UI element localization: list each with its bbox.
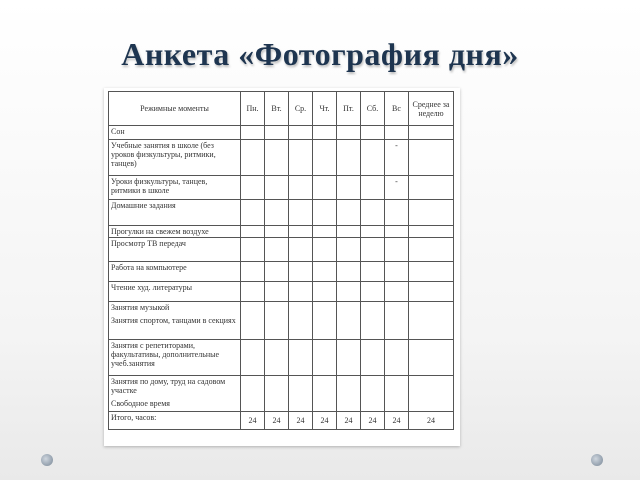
day-cell[interactable] (337, 376, 361, 412)
table-row (109, 262, 454, 282)
day-cell[interactable] (337, 302, 361, 340)
row-label (109, 226, 241, 238)
day-cell[interactable] (289, 126, 313, 140)
day-cell[interactable] (313, 262, 337, 282)
table-row (109, 340, 454, 376)
day-cell[interactable] (337, 126, 361, 140)
day-cell[interactable] (337, 176, 361, 200)
table-row (109, 238, 454, 262)
day-cell[interactable] (385, 200, 409, 226)
day-cell[interactable] (241, 282, 265, 302)
slide-decoration-dot-left (41, 454, 53, 466)
day-cell[interactable] (361, 302, 385, 340)
day-cell[interactable] (289, 262, 313, 282)
average-cell[interactable] (409, 176, 454, 200)
day-cell[interactable] (289, 282, 313, 302)
day-cell[interactable] (241, 262, 265, 282)
day-cell[interactable] (241, 226, 265, 238)
table-row (109, 226, 454, 238)
total-value: 24 (265, 412, 289, 430)
day-cell[interactable] (313, 200, 337, 226)
average-cell[interactable] (409, 140, 454, 176)
table-row (109, 376, 454, 412)
day-cell[interactable] (289, 376, 313, 412)
row-label (109, 340, 241, 376)
row-label (109, 140, 241, 176)
table-row (109, 140, 454, 176)
day-cell[interactable] (241, 376, 265, 412)
day-cell[interactable] (361, 140, 385, 176)
day-cell[interactable] (361, 262, 385, 282)
day-cell[interactable] (265, 376, 289, 412)
day-cell[interactable] (385, 376, 409, 412)
day-cell[interactable] (361, 126, 385, 140)
day-cell[interactable] (289, 226, 313, 238)
day-cell[interactable] (337, 282, 361, 302)
header-day-wed: Ср. (289, 92, 313, 126)
day-cell[interactable] (241, 176, 265, 200)
average-cell[interactable] (409, 262, 454, 282)
total-value-average: 24 (409, 412, 454, 430)
day-cell[interactable] (337, 226, 361, 238)
row-label-text: Работа на компьютере (111, 263, 187, 272)
table-row (109, 302, 454, 340)
day-cell[interactable] (265, 302, 289, 340)
day-cell[interactable] (265, 340, 289, 376)
day-cell[interactable] (361, 376, 385, 412)
day-cell[interactable] (385, 238, 409, 262)
table-body (109, 126, 454, 412)
table-row (109, 176, 454, 200)
average-cell[interactable] (409, 376, 454, 412)
average-cell[interactable] (409, 126, 454, 140)
day-cell[interactable] (265, 282, 289, 302)
day-cell[interactable] (289, 176, 313, 200)
day-cell[interactable] (265, 176, 289, 200)
average-cell[interactable] (409, 340, 454, 376)
day-cell[interactable] (337, 140, 361, 176)
row-sublabel-text: Свободное время (111, 399, 170, 408)
row-label-text: Прогулки на свежем воздухе (111, 227, 209, 236)
average-cell[interactable] (409, 302, 454, 340)
survey-sheet (104, 88, 460, 446)
day-cell[interactable] (241, 302, 265, 340)
day-cell[interactable] (241, 238, 265, 262)
row-label-text: Занятия с репетиторами, факультативы, дополнительные учеб.занятия (111, 341, 220, 368)
day-cell[interactable] (289, 200, 313, 226)
table-row (109, 282, 454, 302)
day-cell[interactable] (313, 302, 337, 340)
day-cell[interactable] (265, 226, 289, 238)
header-day-sat: Сб. (361, 92, 385, 126)
row-label (109, 376, 241, 412)
day-cell[interactable] (289, 340, 313, 376)
day-cell[interactable] (385, 302, 409, 340)
day-cell[interactable] (385, 282, 409, 302)
day-cell[interactable] (265, 262, 289, 282)
row-label-text: Чтение худ. литературы (111, 283, 193, 292)
day-cell[interactable] (289, 140, 313, 176)
day-cell[interactable] (241, 200, 265, 226)
slide-decoration-dot-right (591, 454, 603, 466)
day-cell[interactable] (265, 200, 289, 226)
day-cell[interactable] (361, 176, 385, 200)
table-row (109, 126, 454, 140)
header-day-tue: Вт. (265, 92, 289, 126)
header-day-mon: Пн. (241, 92, 265, 126)
slide-title: Анкета «Фотография дня» (121, 36, 519, 72)
header-day-fri: Пт. (337, 92, 361, 126)
row-label (109, 302, 241, 340)
total-value: 24 (289, 412, 313, 430)
day-cell[interactable] (385, 340, 409, 376)
day-cell[interactable] (337, 200, 361, 226)
day-cell[interactable] (265, 126, 289, 140)
total-value: 24 (241, 412, 265, 430)
day-cell[interactable]: - (385, 140, 409, 176)
day-cell[interactable] (361, 238, 385, 262)
day-cell[interactable]: - (385, 176, 409, 200)
average-cell[interactable] (409, 226, 454, 238)
day-cell[interactable] (337, 238, 361, 262)
row-sublabel-text: Занятия спортом, танцами в секциях (111, 316, 236, 325)
day-cell[interactable] (313, 226, 337, 238)
header-day-thu: Чт. (313, 92, 337, 126)
row-label (109, 126, 241, 140)
total-value: 24 (313, 412, 337, 430)
row-label (109, 200, 241, 226)
day-cell[interactable] (265, 238, 289, 262)
header-moments: Режимные моменты (109, 92, 241, 126)
day-cell[interactable] (313, 140, 337, 176)
row-label (109, 282, 241, 302)
day-cell[interactable] (265, 140, 289, 176)
row-label (109, 176, 241, 200)
day-cell[interactable] (385, 262, 409, 282)
day-cell[interactable] (241, 126, 265, 140)
header-average: Среднее за неделю (409, 92, 454, 126)
day-cell[interactable] (361, 282, 385, 302)
day-cell[interactable] (385, 126, 409, 140)
row-label-text: Занятия по дому, труд на садовом участке (111, 377, 226, 395)
day-cell[interactable] (313, 340, 337, 376)
header-day-sun: Вс (385, 92, 409, 126)
average-cell[interactable] (409, 282, 454, 302)
day-cell[interactable] (313, 176, 337, 200)
row-label-text: Просмотр ТВ передач (111, 239, 186, 248)
row-label-text: Уроки физкультуры, танцев, ритмики в школе (111, 177, 208, 195)
row-label-text: Сон (111, 127, 125, 136)
day-cell[interactable] (337, 340, 361, 376)
total-label: Итого, часов: (109, 412, 241, 430)
day-cell[interactable] (361, 226, 385, 238)
row-label-text: Домашние задания (111, 201, 176, 210)
row-label-text: Учебные занятия в школе (без уроков физкультуры, ритмики, танцев) (111, 141, 216, 168)
day-cell[interactable] (289, 238, 313, 262)
day-cell[interactable] (337, 262, 361, 282)
total-value: 24 (385, 412, 409, 430)
row-label (109, 238, 241, 262)
row-label (109, 262, 241, 282)
table-header-row (109, 92, 454, 126)
survey-table (108, 91, 454, 430)
day-cell[interactable] (385, 226, 409, 238)
total-value: 24 (361, 412, 385, 430)
day-cell[interactable] (289, 302, 313, 340)
day-cell[interactable] (313, 238, 337, 262)
row-label-text: Занятия музыкой (111, 303, 170, 312)
average-cell[interactable] (409, 200, 454, 226)
total-value: 24 (337, 412, 361, 430)
table-row (109, 200, 454, 226)
day-cell[interactable] (241, 140, 265, 176)
day-cell[interactable] (313, 126, 337, 140)
day-cell[interactable] (313, 282, 337, 302)
day-cell[interactable] (241, 340, 265, 376)
day-cell[interactable] (313, 376, 337, 412)
average-cell[interactable] (409, 238, 454, 262)
day-cell[interactable] (361, 200, 385, 226)
day-cell[interactable] (361, 340, 385, 376)
table-total-row (109, 412, 454, 430)
